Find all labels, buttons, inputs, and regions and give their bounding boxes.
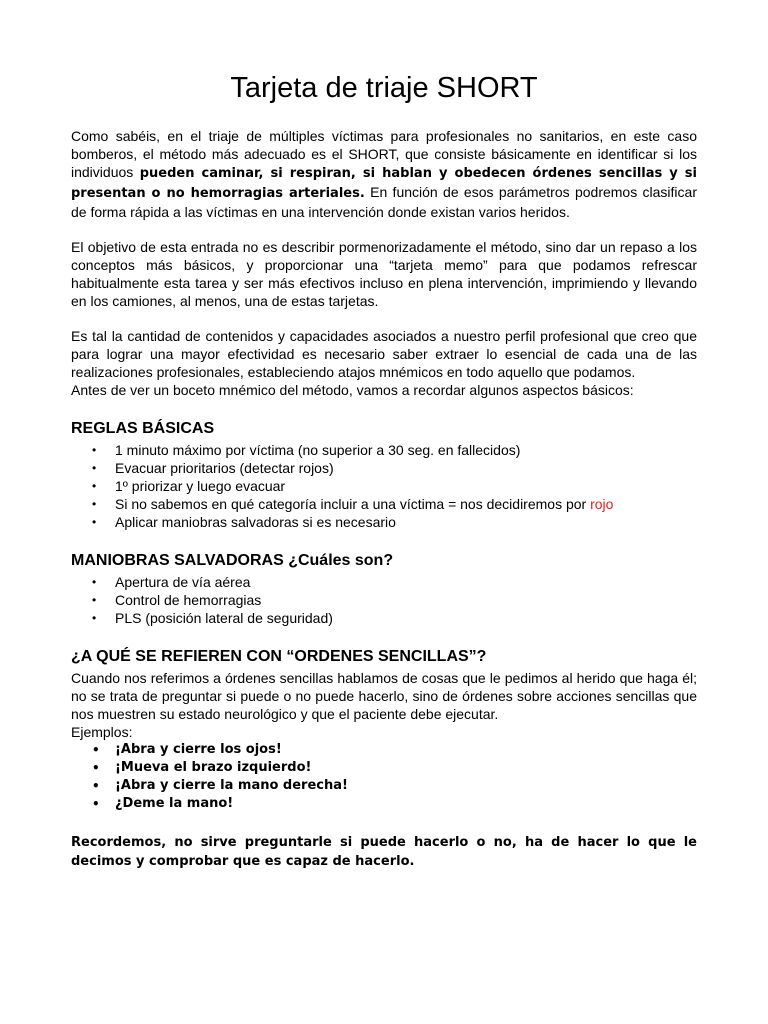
list-item	[115, 495, 697, 513]
before-paragraph: Antes de ver un boceto mnémico del método, vamos a recordar algunos aspectos básicos:	[71, 382, 634, 398]
list-item: • 1 minuto máximo por víctima (no superior a 30 seg. en fallecidos)	[115, 441, 697, 459]
orders-heading: ¿A QUÉ SE REFIEREN CON “ORDENES SENCILLAS”?	[71, 648, 487, 665]
intro-text-start: Como sabéis, en el triaje de múltiples víctimas para profesionales no sanitarios, en este caso bomberos, el método más adecuado es el SHORT, que consiste básicamente en identificar si los individuos	[71, 128, 697, 180]
rules-heading: REGLAS BÁSICAS	[71, 420, 215, 437]
page-title: Tarjeta de triaje SHORT	[230, 72, 538, 104]
list-item: • Aplicar maniobras salvadoras si es necesario	[115, 513, 697, 531]
orders-paragraph: Cuando nos referimos a órdenes sencillas hablamos de cosas que le pedimos al herido que haga él; no se trata de preguntar si puede o no puede hacerlo, sino de órdenes sobre acciones sencillas que nos muestren su estado neurológico y que el paciente debe ejecutar.	[71, 670, 697, 722]
rule-text: Si no sabemos en qué categoría incluir a una víctima = nos decidiremos por	[115, 496, 591, 512]
list-item: • ¡Abra y cierre la mano derecha!	[115, 777, 697, 795]
list-item: • Control de hemorragias	[115, 591, 697, 609]
objective-paragraph: El objetivo de esta entrada no es describir pormenorizadamente el método, sino dar un repaso a los conceptos más básicos, y proporcionar una “tarjeta memo” para que podamos refrescar habitualmente esta tarea y ser más efectivos incluso en plena intervención, imprimiendo y llevando en los camiones, al menos, una de estas tarjetas.	[71, 239, 697, 309]
red-word: rojo	[590, 496, 614, 512]
list-item: • ¡Mueva el brazo izquierdo!	[115, 759, 697, 777]
list-item: • ¿Deme la mano!	[115, 795, 697, 813]
maneuvers-list	[71, 573, 697, 627]
examples-label: Ejemplos:	[71, 724, 133, 740]
maneuvers-heading: MANIOBRAS SALVADORAS ¿Cuáles son?	[71, 552, 394, 569]
intro-text-end: En función de esos parámetros podremos clasificar de forma rápida a las víctimas en una intervención donde existan varios heridos.	[71, 184, 697, 220]
closing-paragraph: Recordemos, no sirve preguntarle si puede hacerlo o no, ha de hacer lo que le decimos y comprobar que es capaz de hacerlo.	[71, 835, 697, 869]
list-item: • Apertura de vía aérea	[115, 573, 697, 591]
contents-paragraph: Es tal la cantidad de contenidos y capacidades asociados a nuestro perfil profesional que creo que para lograr una mayor efectividad es necesario saber extraer lo esencial de cada una de las realizaciones profesionales, estableciendo atajos mnémicos en todo aquello que podamos.	[71, 328, 697, 380]
list-item: • 1º priorizar y luego evacuar	[115, 477, 697, 495]
document-page	[71, 70, 697, 884]
rules-list	[71, 441, 697, 531]
list-item: • ¡Abra y cierre los ojos!	[115, 741, 697, 759]
intro-paragraph	[71, 127, 697, 221]
intro-bold-criteria: pueden caminar, si respiran, si hablan y obedecen órdenes sencillas y si presentan o no hemorragias arteriales.	[71, 166, 698, 201]
list-item: • PLS (posición lateral de seguridad)	[115, 609, 697, 627]
examples-list	[71, 741, 697, 813]
list-item: • Evacuar prioritarios (detectar rojos)	[115, 459, 697, 477]
